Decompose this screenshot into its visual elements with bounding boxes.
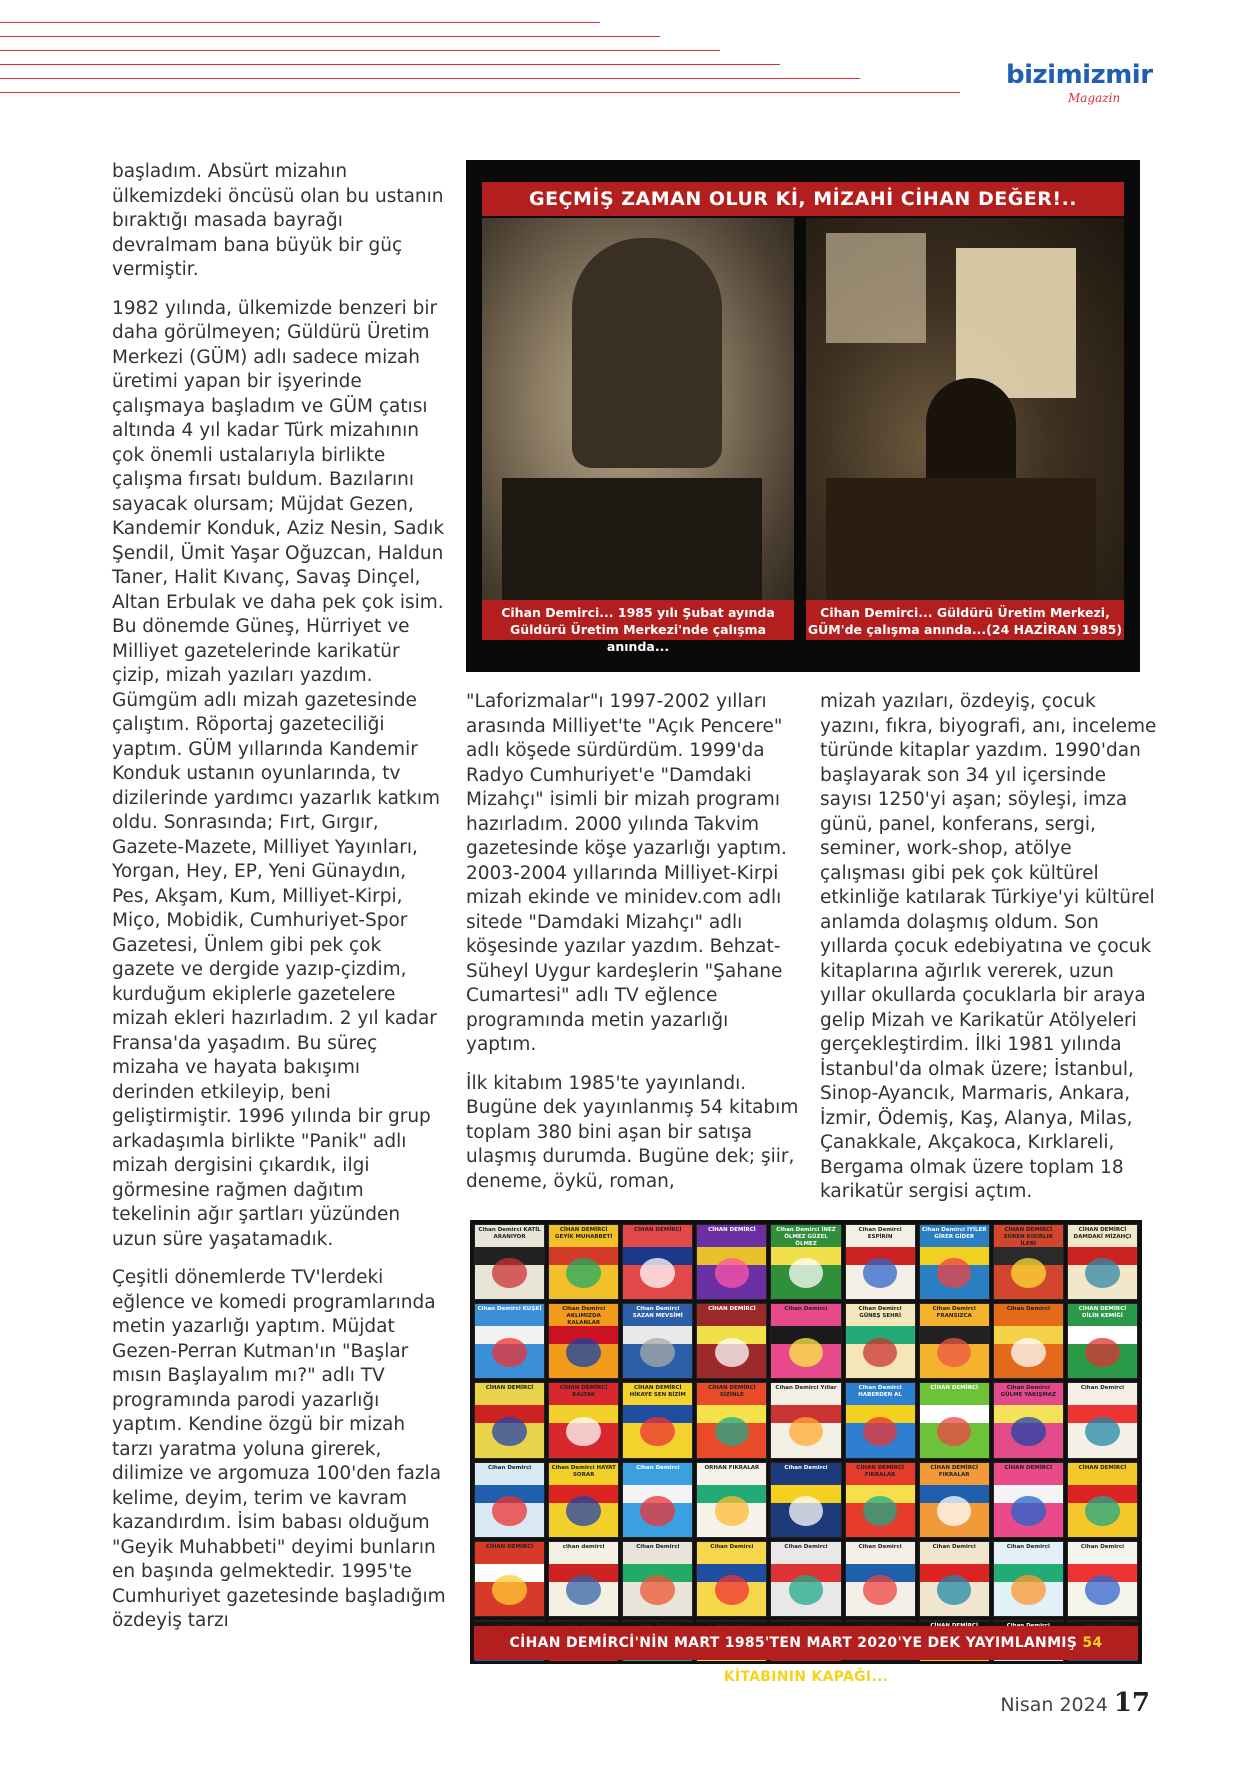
article-column-3 [820,690,1158,1219]
magazine-logo [1006,60,1156,116]
book-cover-illustration [566,1258,601,1288]
book-cover-title: Cihan Demirci [1006,1306,1050,1313]
book-cover-title: cihan demirci [562,1543,605,1550]
book-cover-title: Cihan Demirci HABERDEN AL [858,1385,902,1399]
book-cover-title: Cihan Demirci [1080,1543,1125,1550]
book-cover-title: Cihan Demirci ESPİRİN [858,1227,902,1240]
caption-text: CİHAN DEMİRCİ'NİN MART 1985'TEN MART 2020'YE DEK YAYIMLANMIŞ [509,1635,1083,1651]
book-cover-illustration [640,1338,675,1368]
book-cover [548,1620,619,1622]
book-cover-title: Cihan Demirci Yıllar [775,1385,837,1392]
book-cover-illustration [863,1575,898,1605]
book-cover-title: CİHAN DEMİRCİ [708,1306,756,1313]
paragraph: mizah yazıları, özdeyiş, çocuk yazını, fıkra, biyografi, anı, inceleme türünde kitaplar yazdım. 1990'dan başlayarak son 34 yıl içersinde sayısı 1250'yi aşan; söyleşi, imza günü, panel, konferans, sergi, seminer, work-shop, atölye çalışması gibi pek çok kültürel etkinliğe katılarak Türkiye'yi kültürel anlamda dolaşmış oldum. Son yıllarda çocuk edebiyatına ve çocuk kitaplarına ağırlık vererek, uzun yıllar okullarda çocuklarla bir araya gelip Mizah ve Karikatür Atölyeleri gerçekleştirdim. İlki 1981 yılında İstanbul'da olmak üzere; İstanbul, Sinop-Ayancık, Marmaris, Ankara, İzmir, Ödemiş, Kaş, Alanya, Milas, Çanakkale, Akçakoca, Kırklareli, Bergama olmak üzere toplam 18 karikatür sergisi açtım. [820,691,1157,1202]
book-cover [770,1462,841,1538]
book-cover-illustration [789,1575,824,1605]
book-cover-illustration [1085,1417,1120,1447]
book-cover-illustration [1011,1258,1046,1288]
book-cover [696,1541,767,1617]
paragraph: 1982 yılında, ülkemizde benzeri bir daha görülmeyen; Güldürü Üretim Merkezi (GÜM) adlı sadece mizah üretimi yapan bir işyerinde çalışmaya başladım ve GÜM çatısı altında 4 yıl kadar Türk mizahının çok önemli ustalarıyla birlikte çalışma fırsatı buldum. Bazılarını sayacak olursam; Müjdat Gezen, Kandemir Konduk, Aziz Nesin, Sadık Şendil, Ümit Yaşar Oğuzcan, Haldun Taner, Halit Kıvanç, Savaş Dinçel, Altan Erbulak ve daha pek çok isim. Bu dönemde Güneş, Hürriyet ve Milliyet gazetelerinde karikatür çizip, mizah yazıları yazdım. Gümgüm adlı mizah gazetesinde çalıştım. Röportaj gazeteciliği yaptım. GÜM yıllarında Kandemir Konduk ustanın oyunlarında, tv dizilerinde yardımcı yazarlık katkım oldu. Sonrasında; Fırt, Gırgır, Gazete-Mazete, Milliyet Yayınları, Yorgan, Hey, EP, Yeni Günaydın, Pes, Akşam, Kum, Milliyet-Kirpi, Miço, Mobidik, Cumhuriyet-Spor Gazetesi, Ünlem gibi pek çok gazete ve dergide yazıp-çizdim, kurduğum ekiplerle gazetelere mizah ekleri hazırladım. 2 yıl kadar Fransa'da yaşadım. Bu süreç mizaha ve hayata bakışımı derinden etkileyip, beni geliştirmiştir. 1996 yılında bir grup arkadaşımla birlikte "Panik" adlı mizah dergisini çıkardık, ilgi görmesine rağmen dağıtım tekelinin ağır şartları yüzünden uzun süre yaşatamadık. [112,297,445,1250]
historic-photos-panel [466,160,1140,672]
book-cover [919,1382,990,1458]
book-cover-title: Cihan Demirci [710,1543,754,1550]
book-cover-illustration [715,1575,750,1605]
book-cover-title: Cihan Demirci İNEZ ÖLMEZ GÜZEL ÖLMEZ [776,1227,836,1247]
book-cover-title: Cihan Demirci [784,1464,828,1471]
book-cover [919,1224,990,1300]
book-cover-title: CİHAN DEMİRCİ DAMDAKİ MİZAHÇI [1073,1227,1132,1240]
book-cover [993,1382,1064,1458]
book-cover-title: Cihan Demirci [487,1464,532,1471]
book-cover [548,1303,619,1379]
book-cover-illustration [492,1417,527,1447]
article-column-1 [112,160,447,1648]
book-cover [696,1303,767,1379]
book-cover [993,1541,1064,1617]
book-cover-title: Cihan Demirci [784,1543,828,1550]
header-decor-line [0,22,600,23]
book-cover-illustration [492,1258,527,1288]
book-cover-illustration [1085,1258,1120,1288]
article-column-2 [466,690,804,1208]
caption-line: Güldürü Üretim Merkezi'nde çalışma anında... [509,622,767,654]
paragraph: başladım. Absürt mizahın ülkemizdeki öncüsü olan bu ustanın bıraktığı masada bayrağı devralmam bana büyük bir güç vermiştir. [112,161,444,280]
photo-caption-left [482,600,794,654]
book-cover-illustration [937,1258,972,1288]
book-cover [770,1224,841,1300]
book-cover-illustration [566,1575,601,1605]
book-cover-title: CİHAN DEMİRCİ [708,1227,756,1233]
header-decor-line [0,50,720,51]
book-cover-title: CİHAN DEMİRCİ HİKAYE SEN BİZİM [629,1385,686,1399]
book-cover-title: Cihan Demirci KUŞKİ [477,1306,542,1313]
book-cover [548,1224,619,1300]
book-cover-title: Cihan Demirci [636,1543,680,1550]
book-cover [474,1462,545,1538]
book-cover-illustration [1011,1496,1046,1526]
book-cover [770,1620,841,1622]
book-cover [993,1620,1064,1622]
photo-wall [826,233,926,343]
book-cover [845,1224,916,1300]
book-cover-title: Cihan Demirci [1006,1543,1050,1550]
paragraph: İlk kitabım 1985'te yayınlandı. Bugüne dek yayınlanmış 54 kitabım toplam 380 bini aşan bir satışa ulaşmış durumda. Bugüne dek; şiir, deneme, öykü, roman, [466,1072,799,1192]
page-number: 17 [1113,1688,1150,1718]
book-cover [622,1303,693,1379]
book-cover-title: Cihan Demirci GÜLME YAKIŞMAZ [1000,1385,1056,1399]
book-cover-illustration [715,1258,750,1288]
photo-person [572,238,722,468]
book-cover-illustration [640,1417,675,1447]
caption-line: Cihan Demirci... 1985 yılı Şubat ayında [501,605,775,620]
book-cover [696,1224,767,1300]
book-cover-illustration [937,1338,972,1368]
book-cover-illustration [640,1496,675,1526]
book-cover [770,1382,841,1458]
book-cover [622,1541,693,1617]
book-cover [1067,1382,1138,1458]
book-cover-title: Cihan Demirci [1080,1385,1125,1392]
book-cover-title: Cihan Demirci AKLIMIZDA KALANLAR [562,1306,606,1327]
header-decor-line [0,36,660,37]
book-cover-illustration [937,1575,972,1605]
logo-subtitle: Magazin [1068,91,1121,105]
book-cover-title: CİHAN DEMİRCİ FIKRALAR [930,1464,979,1478]
book-cover-title: Cihan Demirci GÜNEŞ SEHRİ [858,1306,902,1320]
book-cover [622,1620,693,1622]
book-cover-illustration [1085,1496,1120,1526]
book-cover [770,1541,841,1617]
book-cover-title: Cihan Demirci [784,1306,828,1313]
caption-highlight: 54 KİTABININ KAPAĞI... [723,1635,1103,1685]
book-cover [845,1620,916,1622]
book-cover-illustration [1011,1575,1046,1605]
book-cover [474,1541,545,1617]
photo-panel-title: GEÇMİŞ ZAMAN OLUR Kİ, MİZAHİ CİHAN DEĞER!.. [482,182,1124,216]
book-cover-illustration [863,1338,898,1368]
book-cover-illustration [640,1258,675,1288]
book-cover [845,1303,916,1379]
paragraph: "Laforizmalar"ı 1997-2002 yılları arasında Milliyet'te "Açık Pencere" adlı köşede sürdürdüm. 1999'da Radyo Cumhuriyet'e "Damdaki Mizahçı" isimli bir mizah programı hazırladım. 2000 yılında Takvim gazetesinde köşe yazarlığı yaptım. 2003-2004 yıllarında Milliyet-Kirpi mizah ekinde ve minidev.com adlı sitede "Damdaki Mizahçı" adlı köşesinde yazılar yazdım. Behzat-Süheyl Uygur kardeşlerin "Şahane Cumartesi" adlı TV eğlence programında metin yazarlığı yaptım. [466,691,787,1055]
book-cover-title: Cihan Demirci KATİL ARANIYOR [478,1227,541,1240]
book-cover [919,1541,990,1617]
book-cover-title: CİHAN DEMİRCİ [1078,1464,1127,1471]
book-cover [1067,1462,1138,1538]
book-cover [548,1462,619,1538]
book-cover-title: Cihan Demirci [636,1464,680,1471]
book-cover [993,1224,1064,1300]
book-cover [919,1620,990,1622]
book-cover-illustration [492,1496,527,1526]
book-cover [845,1541,916,1617]
book-cover-title: Cihan Demirci [858,1543,902,1550]
book-cover-illustration [789,1417,824,1447]
book-cover [696,1462,767,1538]
book-cover [622,1382,693,1458]
book-cover-illustration [640,1575,675,1605]
book-cover [845,1462,916,1538]
book-cover [845,1382,916,1458]
header-decor-line [0,78,860,79]
book-cover [696,1620,767,1622]
book-cover [622,1462,693,1538]
book-cover-title: Cihan Demirci FRANSIZCA [932,1306,976,1320]
book-cover-title: CİHAN DEMİRCİ DİLİN KEMİĞİ [1078,1306,1127,1320]
book-cover [548,1382,619,1458]
book-cover [770,1303,841,1379]
caption-line: Cihan Demirci... Güldürü Üretim Merkezi, [820,605,1110,620]
book-cover-illustration [863,1496,898,1526]
book-cover-illustration [492,1575,527,1605]
book-cover-illustration [566,1338,601,1368]
book-cover-illustration [715,1338,750,1368]
logo-text-a: bizim [1006,60,1083,90]
book-covers-collage [470,1220,1142,1685]
book-cover-illustration [937,1417,972,1447]
book-cover-title: Cihan Demirci HAYAT SORAR [551,1464,616,1478]
book-collage-caption [474,1626,1138,1685]
book-cover [919,1462,990,1538]
header-decor-line [0,92,960,93]
book-cover [993,1462,1064,1538]
book-cover [919,1303,990,1379]
book-cover-title: CİHAN DEMİRCİ [1004,1464,1053,1471]
book-cover-illustration [863,1417,898,1447]
logo-text-b: izmir [1082,60,1153,90]
book-cover-illustration [566,1417,601,1447]
photo-typewriter [482,218,794,628]
book-cover-title: CİHAN DEMİRCİ KALTAK [559,1385,608,1399]
book-cover-illustration [1085,1575,1120,1605]
book-cover-title: Cihan Demirci İYİLER GİRER GİDER [921,1227,987,1240]
issue-date: Nisan 2024 [1000,1694,1108,1716]
book-cover [622,1224,693,1300]
book-cover [1067,1620,1138,1622]
book-cover [548,1541,619,1617]
book-cover [1067,1303,1138,1379]
book-cover-illustration [863,1258,898,1288]
book-cover-illustration [566,1496,601,1526]
caption-line: GÜM'de çalışma anında...(24 HAZİRAN 1985) [807,622,1123,637]
book-cover-illustration [789,1496,824,1526]
book-cover-title: CİHAN DEMİRCİ [485,1543,534,1550]
book-cover-illustration [1011,1338,1046,1368]
book-cover-title: CİHAN DEMİRCİ FIKRALAR [856,1464,904,1478]
header-decor-line [0,64,780,65]
page-footer [1000,1688,1150,1718]
book-cover-illustration [492,1338,527,1368]
book-cover-illustration [1011,1417,1046,1447]
photo-window [956,248,1076,398]
book-cover-illustration [1085,1338,1120,1368]
book-cover-title: CİHAN DEMİRCİ [633,1227,682,1233]
paragraph: Çeşitli dönemlerde TV'lerdeki eğlence ve komedi programlarında metin yazarlığı yaptım. Müjdat Gezen-Perran Kutman'ın "Başlar mısın Başlayalım mı?" adlı TV programında parodi yazarlığı yaptım. Kendine özgü bir mizah tarzı yaratma yoluna girerek, dilimize ve argomuza 100'den fazla kelime, deyim, terim ve kavram kazandırdım. İsim babası olduğum "Geyik Muhabbeti" deyimi bunların en başında gelmektedir. 1995'te Cumhuriyet gazetesinde başladığım özdeyiş tarzı [112,1267,446,1631]
book-cover-grid [474,1224,1138,1622]
photo-office [806,218,1124,628]
book-cover-illustration [715,1496,750,1526]
book-cover-illustration [937,1496,972,1526]
book-cover [474,1303,545,1379]
book-cover [474,1382,545,1458]
book-cover-title: CİHAN DEMİRCİ [930,1385,979,1392]
book-cover-illustration [789,1258,824,1288]
photo-caption-right [806,600,1124,640]
book-cover-title: Cihan Demirci [932,1543,976,1550]
book-cover-title: CİHAN DEMİRCİ SİZİNLE [708,1385,756,1399]
book-cover [474,1224,545,1300]
book-cover [474,1620,545,1622]
book-cover [1067,1541,1138,1617]
book-cover [696,1382,767,1458]
book-cover-title: CİHAN DEMİRCİ SÜREN KISIRLIK İLERİ [1003,1227,1053,1247]
book-cover-title: CİHAN DEMİRCİ GEYİK MUHABBETİ [555,1227,613,1240]
book-cover-title: ORHAN FIKRALAR [704,1464,760,1471]
book-cover-title: Cihan Demirci SAZAN MEVSİMİ [632,1306,683,1320]
book-cover [1067,1224,1138,1300]
book-cover-illustration [789,1338,824,1368]
book-cover [993,1303,1064,1379]
book-cover-illustration [715,1417,750,1447]
book-cover-title: CİHAN DEMİRCİ [485,1385,534,1392]
